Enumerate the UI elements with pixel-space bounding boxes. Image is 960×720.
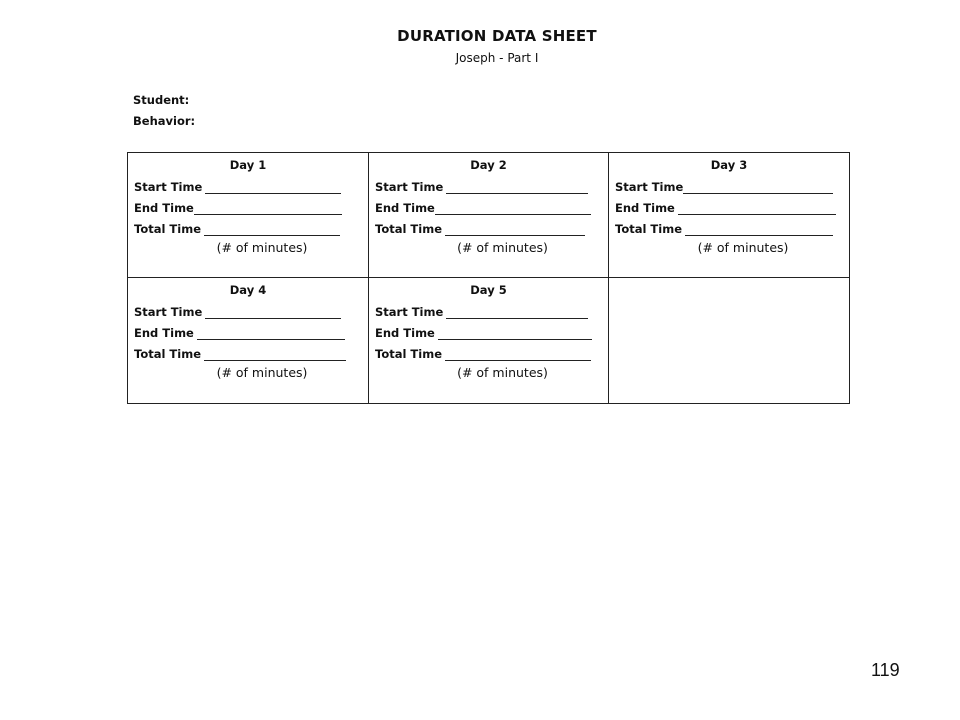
end-time-label: End Time [134,201,194,215]
day-2-total-row [375,222,585,236]
start-time-blank[interactable] [205,183,341,194]
day-1-cell [128,153,369,278]
day-1-total-row [134,222,340,236]
minutes-note: (# of minutes) [457,240,548,255]
end-time-label: End Time [375,201,435,215]
sheet-title: DURATION DATA SHEET [397,27,597,45]
total-time-label: Total Time [134,222,201,236]
total-time-blank[interactable] [204,225,340,236]
day-1-heading: Day 1 [229,158,267,172]
minutes-note: (# of minutes) [697,240,789,255]
minutes-note: (# of minutes) [457,365,548,380]
day-3-start-row [615,180,833,194]
start-time-label: Start Time [134,180,203,194]
end-time-blank[interactable] [194,204,342,215]
end-time-blank[interactable] [197,329,345,340]
end-time-label: End Time [375,326,435,340]
empty-cell [609,278,849,403]
day-3-total-row [615,222,833,236]
day-1-start-row [134,180,341,194]
day-3-end-row [615,201,836,215]
day-3-heading: Day 3 [710,158,748,172]
total-time-label: Total Time [134,347,201,361]
behavior-label: Behavior: [133,114,196,128]
total-time-label: Total Time [615,222,682,236]
day-5-start-row [375,305,588,319]
total-time-blank[interactable] [204,350,346,361]
day-2-cell [369,153,609,278]
day-5-cell [369,278,609,403]
end-time-label: End Time [615,201,675,215]
end-time-blank[interactable] [678,204,836,215]
duration-grid [127,152,850,404]
day-2-heading: Day 2 [470,158,507,172]
total-time-blank[interactable] [445,225,585,236]
day-4-total-row [134,347,346,361]
end-time-blank[interactable] [438,329,592,340]
day-5-total-row [375,347,591,361]
start-time-blank[interactable] [683,183,833,194]
start-time-label: Start Time [375,180,444,194]
day-5-end-row [375,326,592,340]
day-2-start-row [375,180,588,194]
day-4-end-row [134,326,345,340]
day-4-heading: Day 4 [229,283,267,297]
page-number: 119 [871,660,900,680]
total-time-blank[interactable] [685,225,833,236]
day-1-end-row [134,201,342,215]
start-time-blank[interactable] [446,183,588,194]
total-time-label: Total Time [375,222,442,236]
student-label: Student: [133,93,190,107]
day-3-cell [609,153,849,278]
minutes-note: (# of minutes) [216,365,308,380]
total-time-label: Total Time [375,347,442,361]
sheet-subtitle: Joseph - Part I [455,51,539,65]
minutes-note: (# of minutes) [216,240,308,255]
day-5-heading: Day 5 [470,283,507,297]
start-time-blank[interactable] [446,308,588,319]
day-4-start-row [134,305,341,319]
start-time-label: Start Time [375,305,444,319]
start-time-blank[interactable] [205,308,341,319]
day-4-cell [128,278,369,403]
end-time-blank[interactable] [435,204,591,215]
start-time-label: Start Time [134,305,203,319]
day-2-end-row [375,201,591,215]
total-time-blank[interactable] [445,350,591,361]
end-time-label: End Time [134,326,194,340]
start-time-label: Start Time [615,180,684,194]
